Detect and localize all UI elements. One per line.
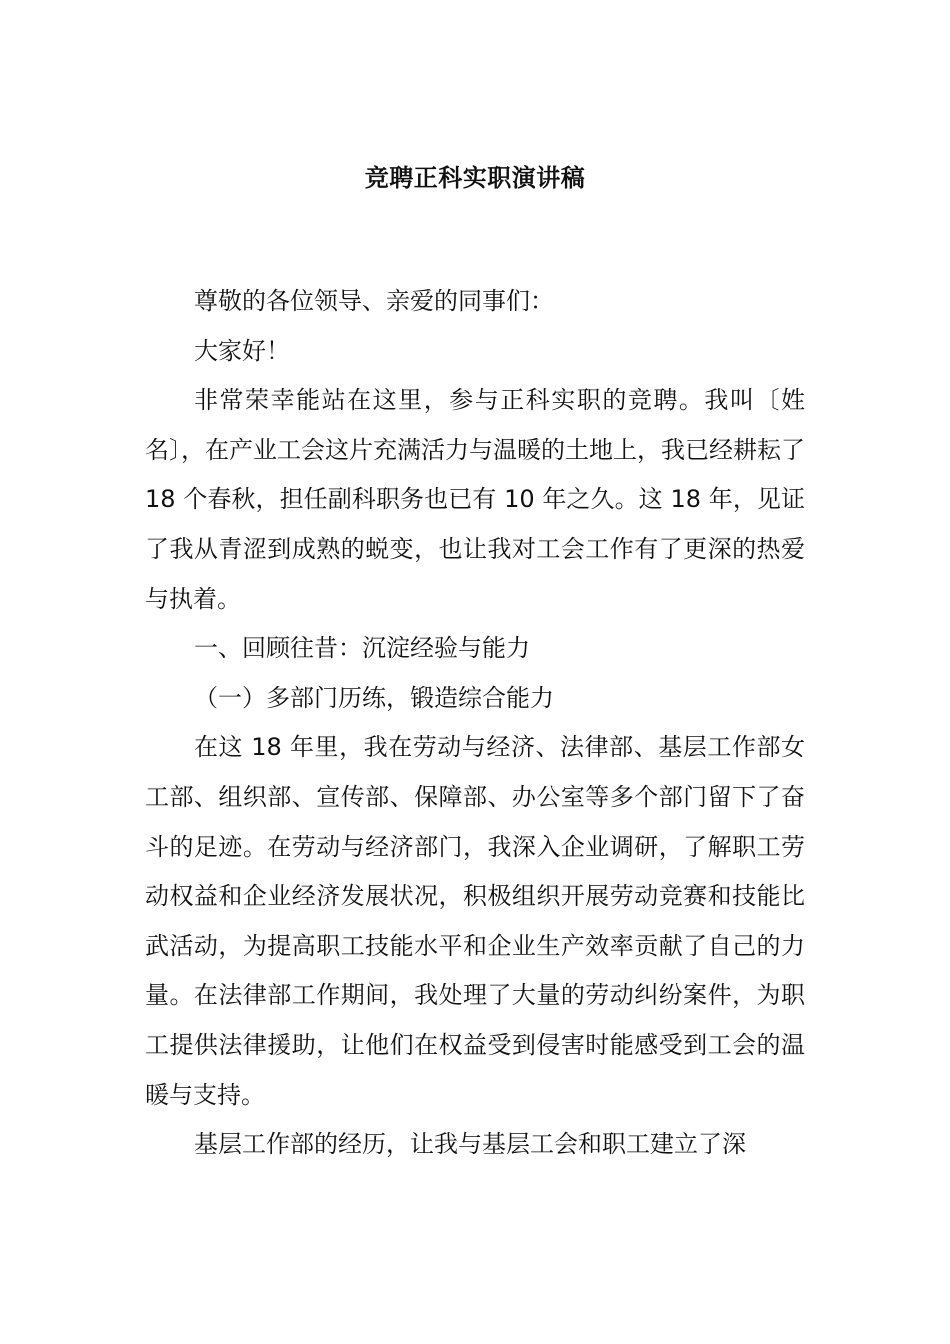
subsection-heading: （一）多部门历练，锻造综合能力: [194, 683, 554, 712]
document-body: [145, 277, 805, 1170]
section-heading: 一、回顾往昔：沉淀经验与能力: [194, 634, 530, 663]
body-paragraph: 在这 18 年里，我在劳动与经济、法律部、基层工作部女工部、组织部、宣传部、保障部、办公室等多个部门留下了奋斗的足迹。在劳动与经济部门，我深入企业调研，了解职工劳动权益和企业经济发展状况，积极组织开展劳动竞赛和技能比武活动，为提高职工技能水平和企业生产效率贡献了自己的力量。在法律部工作期间，我处理了大量的劳动纠纷案件，为职工提供法律援助，让他们在权益受到侵害时能感受到工会的温暖与支持。: [145, 733, 805, 1109]
intro-paragraph: 非常荣幸能站在这里，参与正科实职的竞聘。我叫〔姓名〕，在产业工会这片充满活力与温暖的土地上，我已经耕耘了 18 个春秋，担任副科职务也已有 10 年之久。这 18 年，见证了我从青涩到成熟的蜕变，也让我对工会工作有了更深的热爱与执着。: [145, 386, 805, 613]
document-title: 竞聘正科实职演讲稿: [364, 164, 586, 192]
greeting: 大家好！: [194, 336, 290, 365]
body-paragraph: 基层工作部的经历，让我与基层工会和职工建立了深: [194, 1130, 746, 1159]
salutation: 尊敬的各位领导、亲爱的同事们：: [194, 287, 554, 315]
